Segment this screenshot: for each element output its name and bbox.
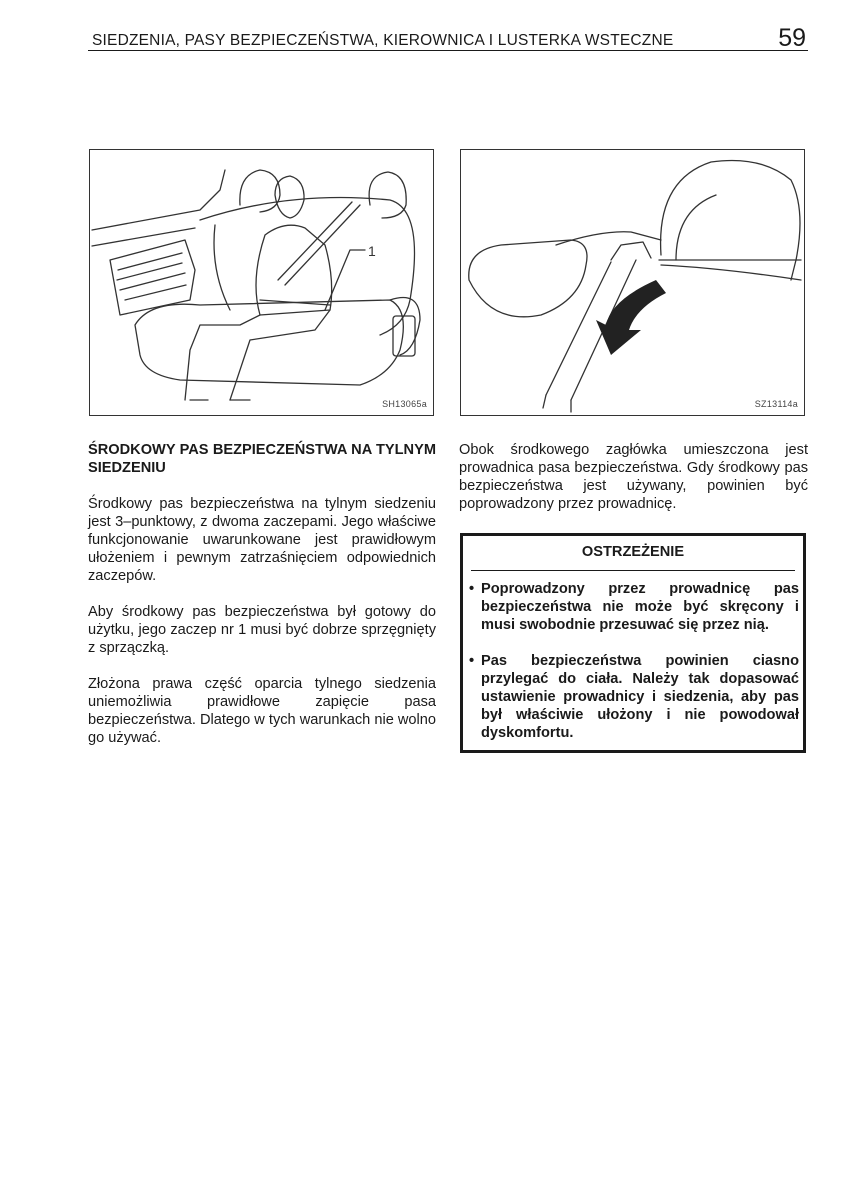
page-number: 59 xyxy=(778,24,806,52)
figure-rear-seat-passenger xyxy=(89,149,434,416)
warning-box xyxy=(460,533,806,753)
callout-label: 1 xyxy=(368,243,376,259)
paragraph-belt-guide: Obok środkowego zagłówka umieszczona jest prowadnica pasa bezpieczeństwa. Gdy środkowy pas bezpieczeństwa jest używany, powinien być poprowadzony przez prowadnicę. xyxy=(459,442,808,512)
left-column xyxy=(88,441,436,765)
figure-code: SH13065a xyxy=(382,399,427,409)
running-header-title: SIEDZENIA, PASY BEZPIECZEŃSTWA, KIEROWNICA I LUSTERKA WSTECZNE xyxy=(92,32,674,49)
warning-item-text: Poprowadzony przez prowadnicę pas bezpieczeństwa nie może być skręcony i musi swobodnie przesuwać się przez nią. xyxy=(481,581,799,633)
warning-title: OSTRZEŻENIE xyxy=(581,544,685,560)
figure-code: SZ13114a xyxy=(754,399,798,409)
page-header xyxy=(88,26,808,56)
figure-belt-guide xyxy=(460,149,805,416)
routing-arrow-icon xyxy=(596,280,666,355)
warning-list xyxy=(469,580,799,760)
warning-item xyxy=(469,652,799,742)
paragraph-buckle: Aby środkowy pas bezpieczeństwa był gotowy do użytku, jego zaczep nr 1 musi być dobrze sprzęgnięty z sprzączką. xyxy=(88,604,436,656)
warning-divider xyxy=(471,570,795,571)
belt-guide-illustration xyxy=(461,150,804,415)
paragraph-intro: Środkowy pas bezpieczeństwa na tylnym siedzeniu jest 3–punktowy, z dwoma zaczepami. Jego właściwe funkcjonowanie uwarunkowane jest prawidłowym ułożeniem i pewnym zatrzaśnięciem odpowiednich zaczepów. xyxy=(88,496,436,584)
section-heading: ŚRODKOWY PAS BEZPIECZEŃSTWA NA TYLNYM SIEDZENIU xyxy=(88,442,436,476)
rear-seat-illustration xyxy=(90,150,433,415)
warning-item-text: Pas bezpieczeństwa powinien ciasno przylegać do ciała. Należy tak dopasować ustawienie prowadnicy i siedzenia, aby pas był właściwie ułożony i nie powodował dyskomfortu. xyxy=(481,653,799,741)
header-rule xyxy=(88,50,808,51)
warning-item xyxy=(469,580,799,634)
bullet-icon: • xyxy=(469,653,475,669)
right-column xyxy=(459,441,808,531)
paragraph-folded-seat: Złożona prawa część oparcia tylnego siedzenia uniemożliwia prawidłowe zapięcie pasa bezpieczeństwa. Dlatego w tych warunkach nie wolno go używać. xyxy=(88,676,437,746)
bullet-icon: • xyxy=(469,581,475,597)
